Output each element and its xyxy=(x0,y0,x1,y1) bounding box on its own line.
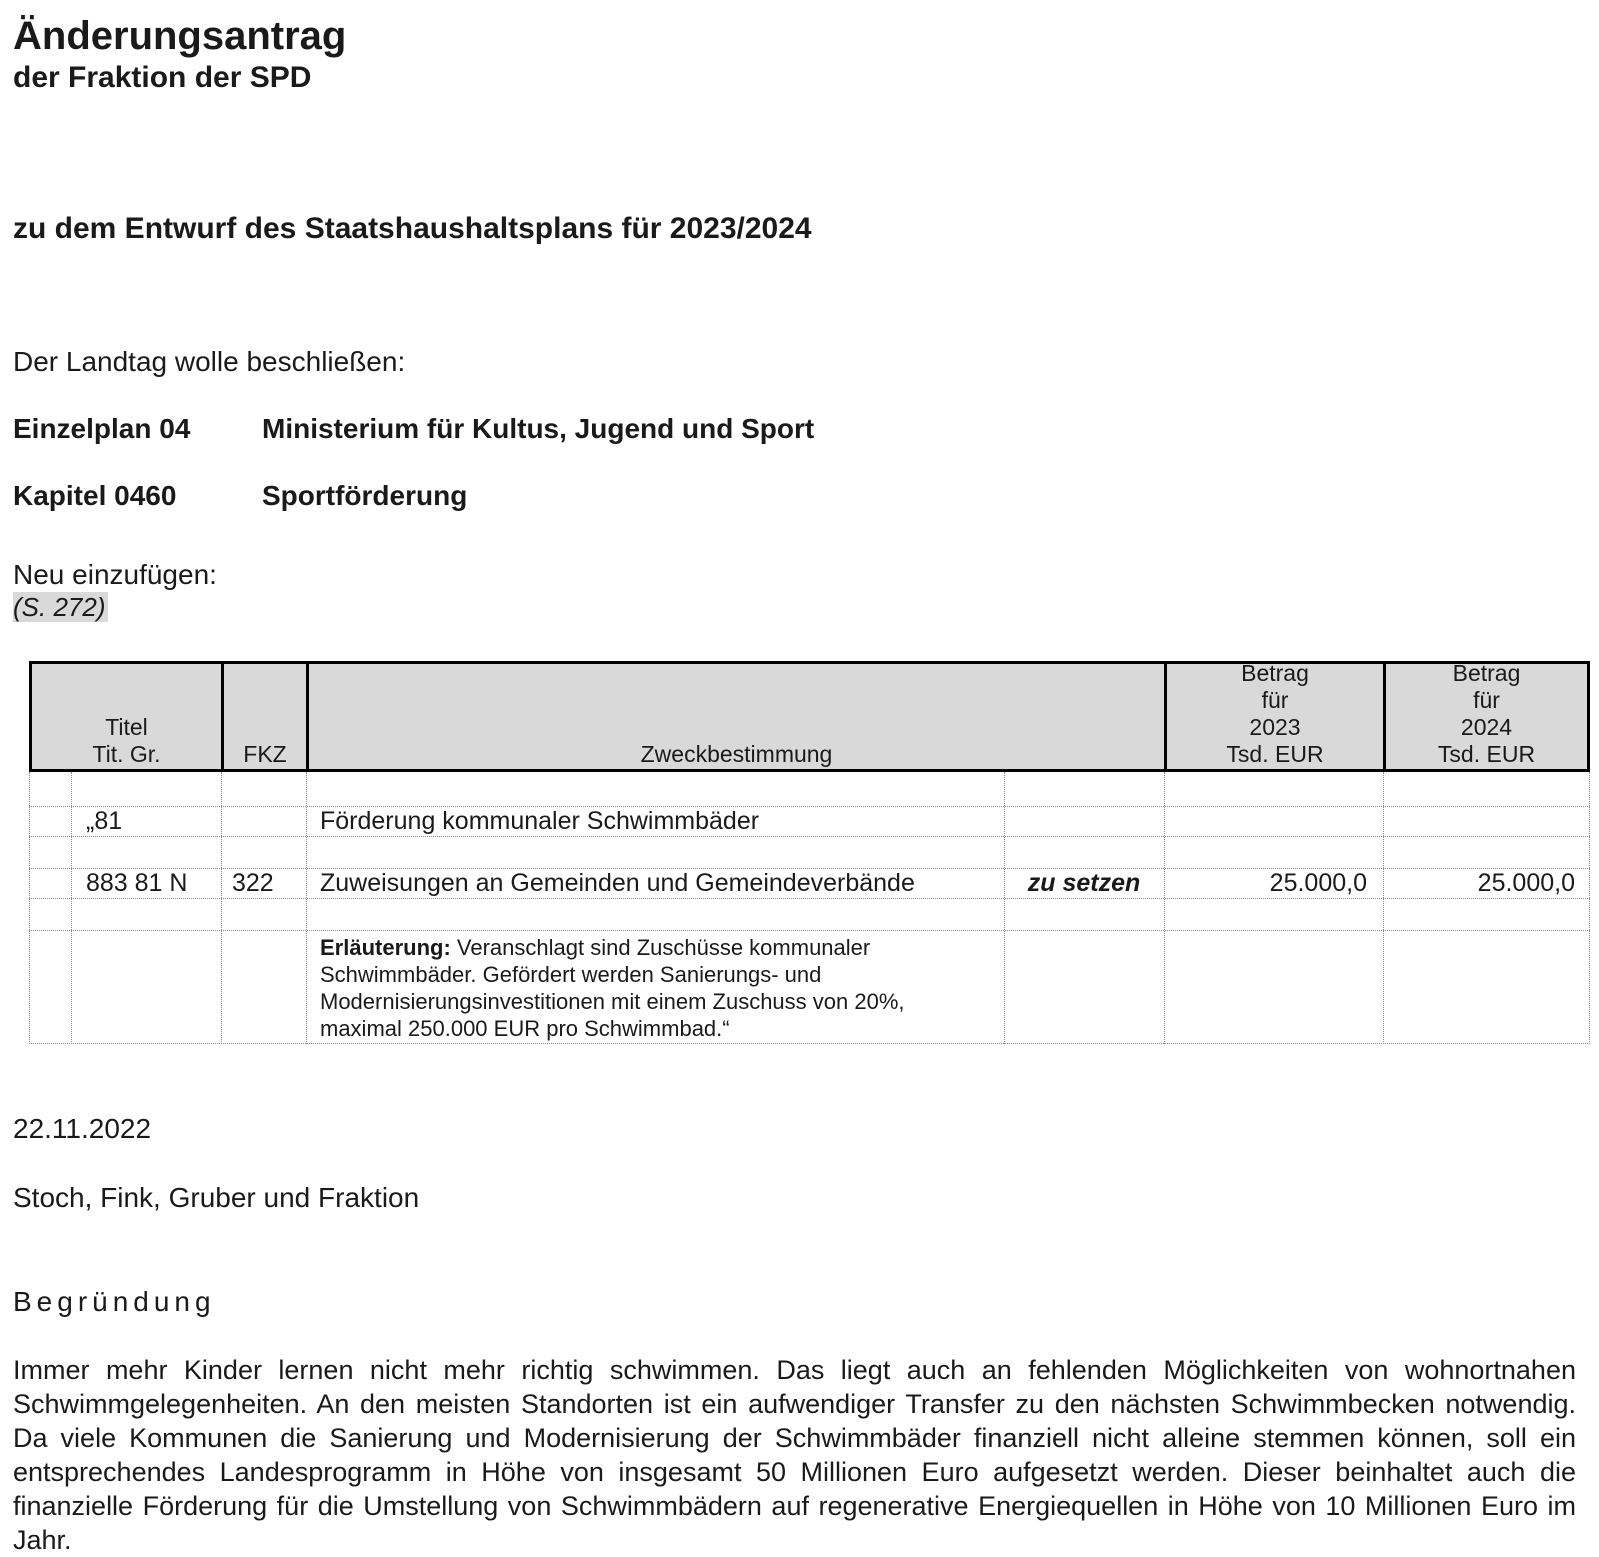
row-amount-2024: 25.000,0 xyxy=(1477,869,1575,897)
group-zweck: Förderung kommunaler Schwimmbäder xyxy=(320,807,760,835)
table-body xyxy=(29,772,1590,1044)
explanation-label: Erläuterung: xyxy=(320,935,451,960)
intro-text: Der Landtag wolle beschließen: xyxy=(13,346,406,377)
date: 22.11.2022 xyxy=(13,1113,152,1144)
document-subtitle: der Fraktion der SPD xyxy=(13,61,312,94)
document-title: Änderungsantrag xyxy=(13,14,347,58)
header-fkz: FKZ xyxy=(224,664,309,769)
einzelplan-label: Einzelplan 04 xyxy=(13,413,191,444)
header-zweckbestimmung: Zweckbestimmung xyxy=(309,664,1167,769)
explanation-line1: Veranschlagt sind Zuschüsse kommunaler xyxy=(450,935,871,960)
header-betrag-2023: Betrag für 2023 Tsd. EUR xyxy=(1167,664,1386,769)
explanation-line4: maximal 250.000 EUR pro Schwimmbad.“ xyxy=(320,1016,730,1041)
row-fkz: 322 xyxy=(232,869,274,897)
group-titel: „81 xyxy=(86,807,123,835)
begruendung-heading: Begründung xyxy=(13,1286,216,1317)
row-action: zu setzen xyxy=(1027,869,1141,897)
kapitel-label: Kapitel 0460 xyxy=(13,480,177,511)
header-betrag-2024: Betrag für 2024 Tsd. EUR xyxy=(1437,660,1536,767)
table-header xyxy=(29,661,1590,772)
explanation xyxy=(320,934,1010,1042)
begruendung-text: Immer mehr Kinder lernen nicht mehr richtig schwimmen. Das liegt auch an fehlenden Möglichkeiten von wohnortnahen Schwimmgelegenheiten. An den meisten Standorten ist ein aufwendiger Transfer zu den nächsten Schwimmbecken notwendig. Da viele Kommunen die Sanierung und Modernisierung der Schwimmbäder finanziell nicht alleine stemmen können, soll ein entsprechendes Landesprogramm in Höhe von insgesamt 50 Millionen Euro aufgesetzt werden. Dieser beinhaltet auch die finanzielle Förderung für die Umstellung von Schwimmbädern auf regenerative Energiequellen in Höhe von 10 Millionen Euro im Jahr. xyxy=(13,1355,1576,1555)
insert-label: Neu einzufügen: xyxy=(13,559,217,590)
row-titel: 883 81 N xyxy=(86,869,188,897)
kapitel-value: Sportförderung xyxy=(262,480,468,511)
explanation-line2: Schwimmbäder. Gefördert werden Sanierungs- und xyxy=(320,962,822,987)
row-zweck: Zuweisungen an Gemeinden und Gemeindeverbände xyxy=(320,869,915,897)
page-reference: (S. 272) xyxy=(13,592,106,622)
einzelplan-value: Ministerium für Kultus, Jugend und Sport xyxy=(262,413,815,444)
document-subject: zu dem Entwurf des Staatshaushaltsplans für 2023/2024 xyxy=(13,212,812,245)
header-titel: Titel Tit. Gr. xyxy=(32,664,224,769)
signers: Stoch, Fink, Gruber und Fraktion xyxy=(13,1182,420,1213)
row-amount-2023: 25.000,0 xyxy=(1269,869,1367,897)
explanation-line3: Modernisierungsinvestitionen mit einem Zuschuss von 20%, xyxy=(320,989,905,1014)
